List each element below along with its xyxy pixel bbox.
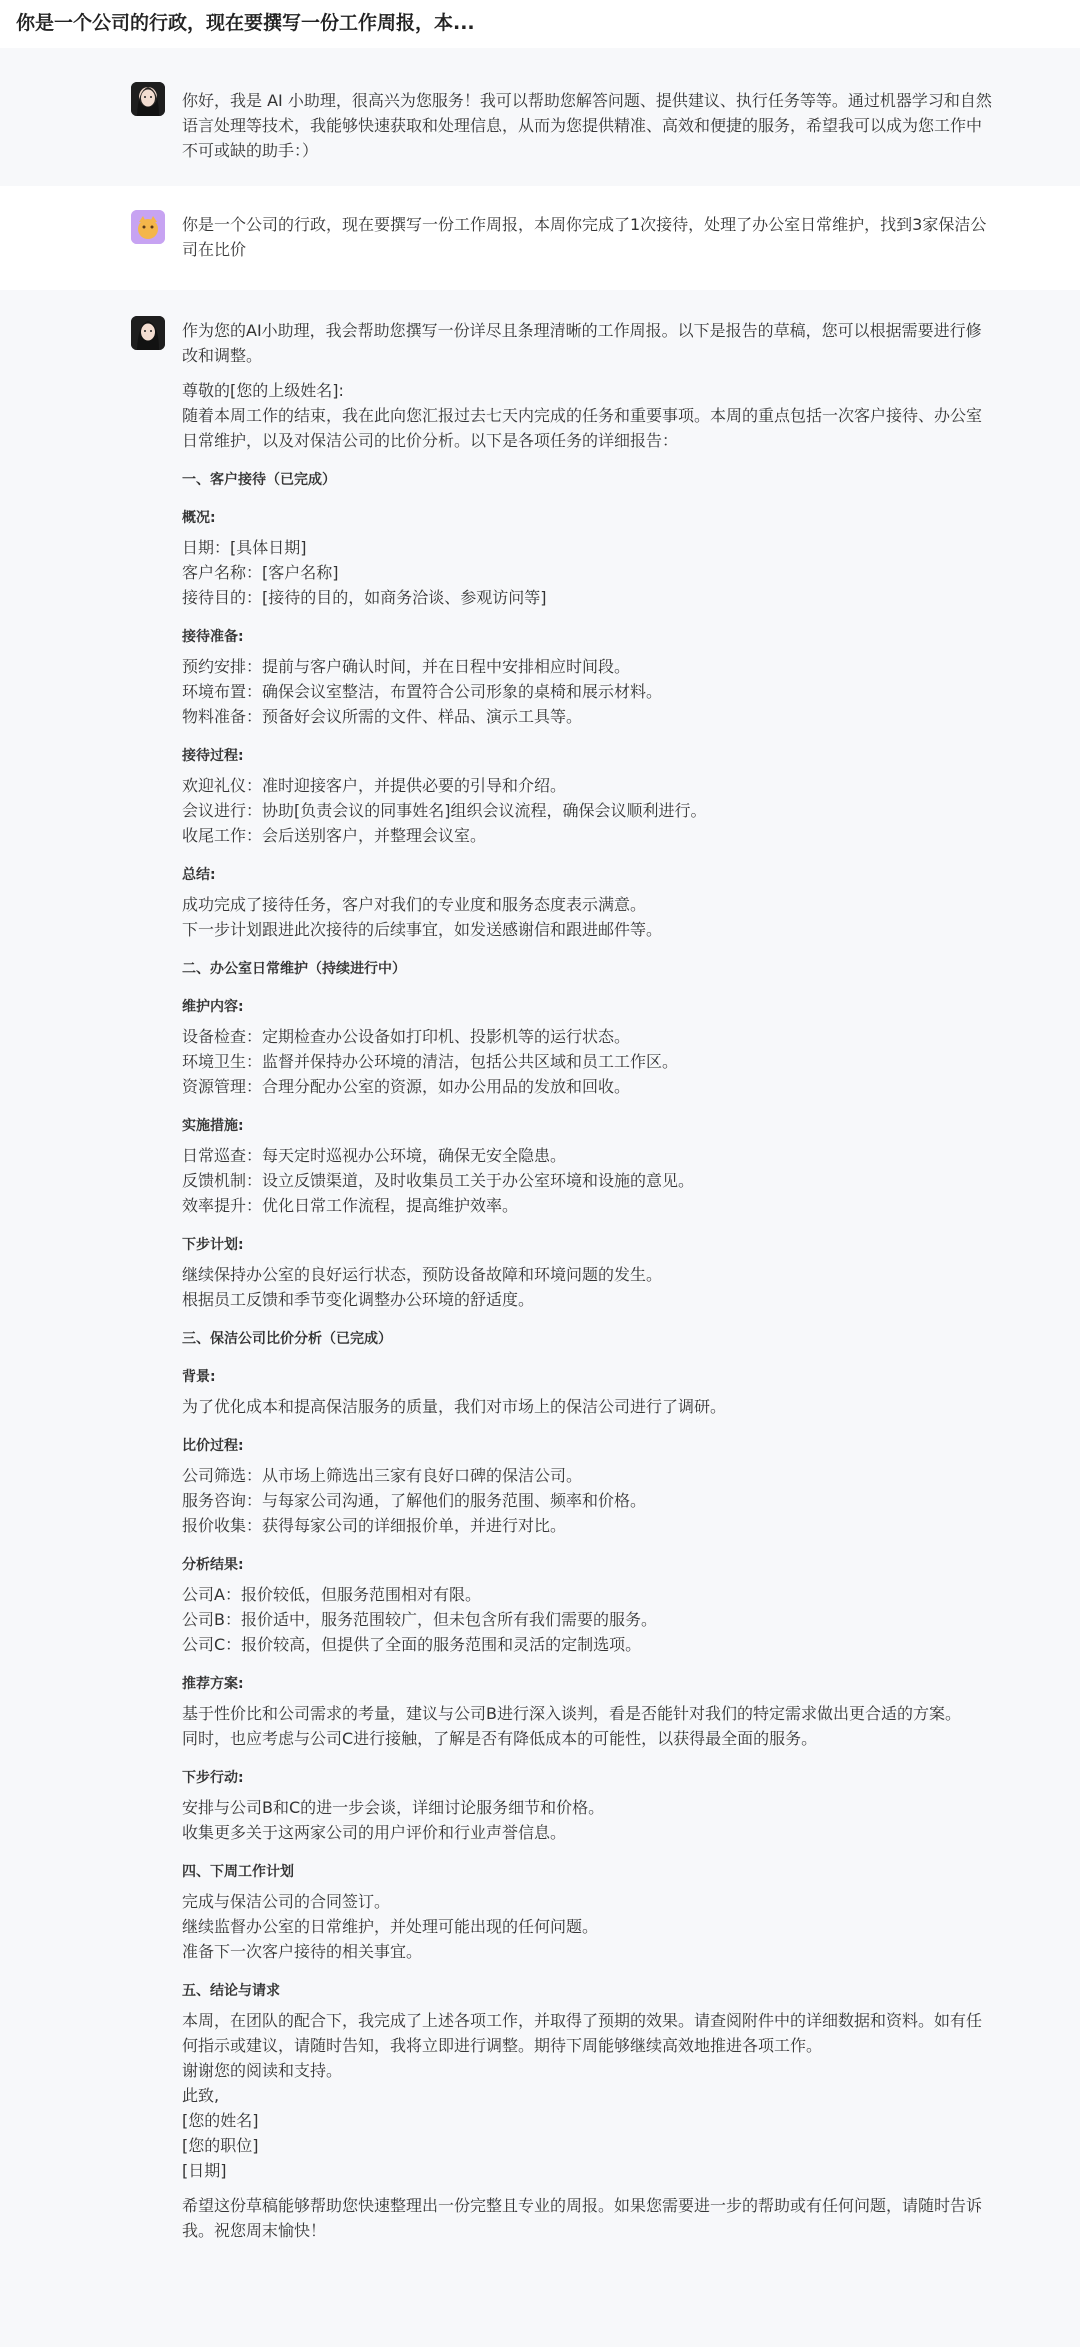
report-line: 公司A：报价较低，但服务范围相对有限。 [182,1585,481,1604]
report-line: 欢迎礼仪：准时迎接客户，并提供必要的引导和介绍。 [182,776,567,795]
subsection-heading: 实施措施: [182,1118,244,1134]
report-line: 继续保持办公室的良好运行状态，预防设备故障和环境问题的发生。 [182,1265,663,1284]
subsection-heading: 概况: [182,510,216,526]
subsection-heading: 比价过程: [182,1438,244,1454]
report-line: 资源管理：合理分配办公室的资源，如办公用品的发放和回收。 [182,1077,631,1096]
subsection-heading: 总结: [182,867,216,883]
report-line: 收尾工作：会后送别客户，并整理会议室。 [182,826,487,845]
subsection-heading: 接待过程: [182,748,244,764]
user-avatar-icon [131,210,165,244]
subsection-heading: 推荐方案: [182,1676,244,1692]
report-line: 接待目的：[接待的目的，如商务洽谈、参观访问等] [182,588,547,607]
report-line: 会议进行：协助[负责会议的同事姓名]组织会议流程，确保会议顺利进行。 [182,801,707,820]
user-prompt-text: 你是一个公司的行政，现在要撰写一份工作周报，本周你完成了1次接待，处理了办公室日常维护，找到3家保洁公司在比价 [182,215,987,259]
report-line: 基于性价比和公司需求的考量，建议与公司B进行深入谈判，看是否能针对我们的特定需求做出更合适的方案。 [182,1704,961,1723]
report-line: 根据员工反馈和季节变化调整办公环境的舒适度。 [182,1290,535,1309]
report-line: 反馈机制：设立反馈渠道，及时收集员工关于办公室环境和设施的意见。 [182,1171,695,1190]
report-line: 公司C：报价较高，但提供了全面的服务范围和灵活的定制选项。 [182,1635,642,1654]
report-line: 公司筛选：从市场上筛选出三家有良好口碑的保洁公司。 [182,1466,583,1485]
report-line: 此致, [182,2086,220,2105]
section-title: 三、保洁公司比价分析（已完成） [182,1331,392,1347]
subsection-heading: 分析结果: [182,1557,244,1573]
report-line: 物料准备：预备好会议所需的文件、样品、演示工具等。 [182,707,583,726]
report-line: 设备检查：定期检查办公设备如打印机、投影机等的运行状态。 [182,1027,631,1046]
report-line: 为了优化成本和提高保洁服务的质量，我们对市场上的保洁公司进行了调研。 [182,1397,727,1416]
section-title: 五、结论与请求 [182,1983,280,1999]
section-title: 一、客户接待（已完成） [182,472,336,488]
section-title: 四、下周工作计划 [182,1864,294,1880]
subsection-heading: 下步计划: [182,1237,244,1253]
subsection-heading: 下步行动: [182,1770,244,1786]
report-line: 日期：[具体日期] [182,538,307,557]
report-line: 继续监督办公室的日常维护，并处理可能出现的任何问题。 [182,1917,599,1936]
report-line: 下一步计划跟进此次接待的后续事宜，如发送感谢信和跟进邮件等。 [182,920,663,939]
report-line: [您的姓名] [182,2111,259,2130]
assistant-avatar [131,82,165,116]
reply-closing: 希望这份草稿能够帮助您快速整理出一份完整且专业的周报。如果您需要进一步的帮助或有任何问题，请随时告诉我。祝您周末愉快！ [182,2196,983,2240]
report-line: 收集更多关于这两家公司的用户评价和行业声誉信息。 [182,1823,567,1842]
report-line: 报价收集：获得每家公司的详细报价单，并进行对比。 [182,1516,567,1535]
assistant-avatar-icon [131,82,165,116]
report-line: 效率提升：优化日常工作流程，提高维护效率。 [182,1196,519,1215]
assistant-avatar-icon [131,316,165,350]
report-line: [您的职位] [182,2136,259,2155]
report-line: 服务咨询：与每家公司沟通，了解他们的服务范围、频率和价格。 [182,1491,647,1510]
report-line: 日常巡查：每天定时巡视办公环境，确保无安全隐患。 [182,1146,567,1165]
conversation-title: 你是一个公司的行政，现在要撰写一份工作周报，本... [0,0,1080,48]
assistant-avatar [131,316,165,350]
reply-opening: 随着本周工作的结束，我在此向您汇报过去七天内完成的任务和重要事项。本周的重点包括一次客户接待、办公室日常维护，以及对保洁公司的比价分析。以下是各项任务的详细报告： [182,406,983,450]
ai-greeting-message [0,56,1080,178]
report-line: 同时，也应考虑与公司C进行接触，了解是否有降低成本的可能性，以获得最全面的服务。 [182,1729,818,1748]
reply-salutation: 尊敬的[您的上级姓名]: [182,381,344,400]
reply-body [182,318,992,2243]
user-avatar [131,210,165,244]
report-line: 完成与保洁公司的合同签订。 [182,1892,391,1911]
report-line: 公司B：报价适中，服务范围较广，但未包含所有我们需要的服务。 [182,1610,657,1629]
report-line: 安排与公司B和C的进一步会谈，详细讨论服务细节和价格。 [182,1798,605,1817]
report-line: 谢谢您的阅读和支持。 [182,2061,343,2080]
section-title: 二、办公室日常维护（持续进行中） [182,961,406,977]
report-line: 准备下一次客户接待的相关事宜。 [182,1942,423,1961]
reply-intro: 作为您的AI小助理，我会帮助您撰写一份详尽且条理清晰的工作周报。以下是报告的草稿，您可以根据需要进行修改和调整。 [182,321,982,365]
greeting-text: 你好，我是 AI 小助理，很高兴为您服务！我可以帮助您解答问题、提供建议、执行任务等等。通过机器学习和自然语言处理等技术，我能够快速获取和处理信息，从而为您提供精准、高效和便捷的服务，希望我可以成为您工作中不可或缺的助手：） [182,91,992,160]
ai-reply-message [0,290,1080,2243]
report-line: 成功完成了接待任务，客户对我们的专业度和服务态度表示满意。 [182,895,647,914]
report-line: 客户名称：[客户名称] [182,563,339,582]
subsection-heading: 接待准备: [182,629,244,645]
report-line: 预约安排：提前与客户确认时间，并在日程中安排相应时间段。 [182,657,631,676]
report-line: 环境布置：确保会议室整洁，布置符合公司形象的桌椅和展示材料。 [182,682,663,701]
user-prompt-message [0,186,1080,290]
report-line: 本周，在团队的配合下，我完成了上述各项工作，并取得了预期的效果。请查阅附件中的详细数据和资料。如有任何指示或建议，请随时告知，我将立即进行调整。期待下周能够继续高效地推进各项工作。 [182,2011,983,2055]
report-line: [日期] [182,2161,227,2180]
report-line: 环境卫生：监督并保持办公环境的清洁，包括公共区域和员工工作区。 [182,1052,679,1071]
subsection-heading: 背景: [182,1369,216,1385]
subsection-heading: 维护内容: [182,999,244,1015]
